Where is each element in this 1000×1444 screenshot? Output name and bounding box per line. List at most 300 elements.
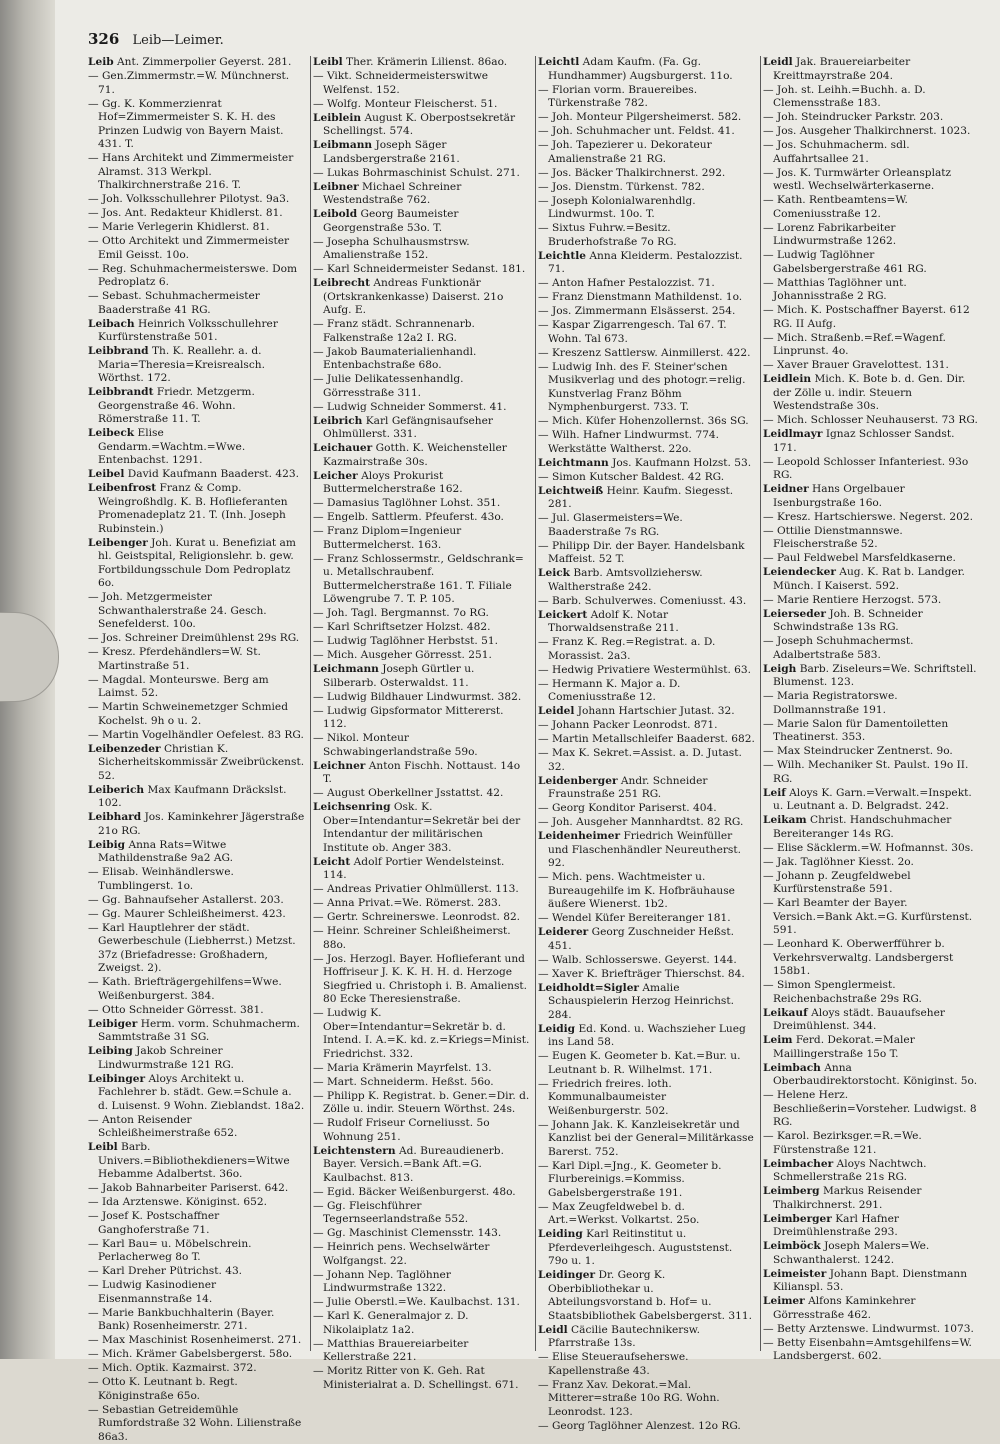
entry-details: — Ludwig Schneider Sommerst. 41. bbox=[313, 401, 507, 413]
entry-details: — Ludwig Bildhauer Lindwurmst. 382. bbox=[313, 691, 521, 703]
directory-entry bbox=[538, 609, 755, 636]
entry-surname: Leidl bbox=[763, 56, 793, 68]
directory-entry bbox=[538, 1351, 755, 1378]
entry-surname: Leimer bbox=[763, 1295, 805, 1307]
directory-entry bbox=[538, 1119, 755, 1160]
entry-details: — Karl Schneidermeister Sedanst. 181. bbox=[313, 263, 525, 275]
directory-entry bbox=[88, 591, 305, 632]
entry-surname: Leibig bbox=[88, 839, 125, 851]
entry-details: — Mich. Ausgeher Görresst. 251. bbox=[313, 649, 492, 661]
directory-entry bbox=[763, 745, 981, 759]
directory-entry bbox=[538, 968, 755, 982]
directory-entry bbox=[538, 664, 755, 678]
directory-entry bbox=[313, 181, 530, 208]
directory-entry bbox=[763, 1240, 981, 1267]
entry-details: — Wendel Küfer Bereiteranger 181. bbox=[538, 912, 731, 924]
directory-entry bbox=[88, 908, 305, 922]
directory-entry bbox=[538, 1324, 755, 1351]
directory-entry bbox=[763, 511, 981, 525]
directory-entry bbox=[88, 1045, 305, 1072]
directory-entry bbox=[763, 979, 981, 1006]
entry-details: — Hans Architekt und Zimmermeister Alramst. 313 Werkpl. Thalkirchnerstraße 216. T. bbox=[88, 152, 293, 191]
entry-details: — Max Steindrucker Zentnerst. 9o. bbox=[763, 745, 953, 757]
directory-entry bbox=[88, 468, 305, 482]
directory-entry bbox=[763, 167, 981, 194]
directory-entry bbox=[763, 1034, 981, 1061]
entry-details: — Joh. Metzgermeister Schwanthalerstraße 24. Gesch. Senefelderst. 10o. bbox=[88, 591, 267, 630]
entry-surname: Leim bbox=[763, 1034, 792, 1046]
entry-details: Georg Zuschneider Heßst. 451. bbox=[548, 926, 734, 952]
entry-surname: Leidl bbox=[538, 1324, 568, 1336]
directory-entry bbox=[763, 111, 981, 125]
entry-details: Aloys Prokurist Buttermelcherstraße 162. bbox=[323, 470, 463, 496]
directory-entry bbox=[313, 112, 530, 139]
entry-details: Andreas Funktionär (Ortskrankenkasse) Daiserst. 21o Aufg. E. bbox=[323, 277, 503, 316]
directory-entry bbox=[88, 193, 305, 207]
entry-details: Amalie Schauspielerin Herzog Heinrichst. 284. bbox=[548, 982, 734, 1021]
entry-details: Anna Rats=Witwe Mathildenstraße 9a2 AG. bbox=[98, 839, 233, 865]
entry-details: Anton Fischh. Nottaust. 14o T. bbox=[323, 760, 520, 786]
entry-details: — Ludwig Gipsformator Mittererst. 112. bbox=[313, 705, 504, 731]
directory-entry bbox=[88, 386, 305, 427]
directory-entry bbox=[88, 1376, 305, 1403]
directory-entry bbox=[313, 1145, 530, 1186]
entry-details: — Anton Reisender Schleißheimerstraße 652. bbox=[88, 1114, 237, 1140]
directory-entry bbox=[313, 1117, 530, 1144]
entry-details: — Franz Dienstmann Mathildenst. 1o. bbox=[538, 291, 742, 303]
entry-details: — Mich. Schlosser Neuhauserst. 73 RG. bbox=[763, 414, 978, 426]
entry-details: — Matthias Brauereiarbeiter Kellerstraße 221. bbox=[313, 1338, 468, 1364]
entry-details: — Franz K. Reg.=Registrat. a. D. Morassist. 2a3. bbox=[538, 636, 715, 662]
directory-entry bbox=[538, 195, 755, 222]
entry-surname: Leichtl bbox=[538, 56, 579, 68]
directory-entry bbox=[313, 1090, 530, 1117]
directory-entry bbox=[538, 361, 755, 415]
directory-entry bbox=[88, 1182, 305, 1196]
directory-entry bbox=[538, 167, 755, 181]
entry-details: Ed. Kond. u. Wachszieher Lueg ins Land 58. bbox=[548, 1023, 746, 1049]
directory-entry bbox=[763, 608, 981, 635]
directory-entry bbox=[313, 236, 530, 263]
entry-details: — Mich. pens. Wachtmeister u. Bureaugehilfe im K. Hofbräuhause äußere Wienerst. 1b2. bbox=[538, 871, 735, 910]
entry-details: — Jak. Taglöhner Kiesst. 2o. bbox=[763, 856, 914, 868]
directory-entry bbox=[88, 56, 305, 70]
entry-details: — Maria Registratorswe. Dollmannstraße 191. bbox=[763, 690, 898, 716]
entry-surname: Leibing bbox=[88, 1045, 133, 1057]
directory-entry bbox=[313, 883, 530, 897]
directory-entry bbox=[88, 70, 305, 97]
directory-entry bbox=[88, 1348, 305, 1362]
directory-entry bbox=[313, 732, 530, 759]
directory-entry bbox=[538, 457, 755, 471]
entry-details: — Xaver K. Briefträger Thierschst. 84. bbox=[538, 968, 745, 980]
entry-details: Karl Hafner Dreimühlenstraße 293. bbox=[773, 1213, 899, 1239]
entry-details: Aloys Nachtwch. Schmellerstraße 21s RG. bbox=[773, 1158, 927, 1184]
entry-details: — Jos. Bäcker Thalkirchnerst. 292. bbox=[538, 167, 725, 179]
entry-surname: Leichner bbox=[313, 760, 365, 772]
directory-entry bbox=[313, 70, 530, 97]
entry-details: — Johann p. Zeugfeldwebel Kurfürstenstraße 591. bbox=[763, 870, 911, 896]
entry-details: Franz & Comp. Weingroßhdlg. K. B. Hoflieferanten Promenadeplatz 21. T. (Inh. Joseph Rubinstein.) bbox=[98, 482, 288, 535]
entry-surname: Leiendecker bbox=[763, 566, 836, 578]
directory-entry bbox=[88, 894, 305, 908]
directory-entry bbox=[538, 1420, 755, 1434]
entry-details: — Karl Hauptlehrer der städt. Gewerbeschule (Liebherrst.) Metzst. 37z (Briefadresse: Großhadern, Zweigst. 2). bbox=[88, 922, 296, 975]
directory-entry bbox=[88, 98, 305, 152]
entry-surname: Leiblein bbox=[313, 112, 361, 124]
entry-details: — Julie Oberstl.=We. Kaulbachst. 131. bbox=[313, 1296, 520, 1308]
entry-details: — Leonhard K. Oberwerfführer b. Verkehrsverwaltg. Landsbergerst 158b1. bbox=[763, 938, 953, 977]
directory-entry bbox=[88, 1073, 305, 1114]
entry-surname: Leimeister bbox=[763, 1268, 826, 1280]
directory-entry bbox=[313, 318, 530, 345]
entry-details: — Helene Herz. Beschließerin=Vorsteher. Ludwigst. 8 RG. bbox=[763, 1089, 977, 1128]
directory-entry bbox=[538, 291, 755, 305]
entry-details: Aloys K. Garn.=Verwalt.=Inspekt. u. Leutnant a. D. Belgradst. 242. bbox=[773, 787, 972, 813]
entry-details: Joh. B. Schneider Schwindstraße 13s RG. bbox=[773, 608, 923, 634]
entry-details: — Karl Beamter der Bayer. Versich.=Bank Akt.=G. Kurfürstenst. 591. bbox=[763, 897, 972, 936]
directory-entry bbox=[88, 1018, 305, 1045]
entry-details: — Joh. Monteur Pilgersheimerst. 582. bbox=[538, 111, 741, 123]
directory-entry bbox=[763, 1062, 981, 1089]
entry-surname: Leick bbox=[538, 567, 570, 579]
entry-details: — Rudolf Friseur Corneliusst. 5o Wohnung 251. bbox=[313, 1117, 490, 1143]
directory-entry bbox=[313, 691, 530, 705]
entry-details: Anna Kleiderm. Pestalozzist. 71. bbox=[548, 250, 743, 276]
entry-surname: Leikam bbox=[763, 814, 807, 826]
directory-entry bbox=[763, 84, 981, 111]
entry-details: — Martin Vogelhändler Oefelest. 83 RG. bbox=[88, 729, 304, 741]
entry-details: — Kaspar Zigarrengesch. Tal 67. T. Wohn. Tal 673. bbox=[538, 319, 727, 345]
directory-entry bbox=[538, 56, 755, 83]
directory-entry bbox=[313, 442, 530, 469]
directory-entry bbox=[88, 318, 305, 345]
entry-details: — Marie Bankbuchhalterin (Bayer. Bank) Rosenheimerstr. 271. bbox=[88, 1307, 274, 1333]
entry-details: — Friedrich freires. loth. Kommunalbaumeister Weißenburgerstr. 502. bbox=[538, 1078, 672, 1117]
entry-surname: Leibold bbox=[313, 208, 357, 220]
directory-entry bbox=[538, 871, 755, 912]
directory-entry bbox=[313, 553, 530, 607]
entry-surname: Leichtweiß bbox=[538, 485, 603, 497]
page-number: 326 bbox=[88, 30, 119, 48]
entry-surname: Leichtmann bbox=[538, 457, 609, 469]
directory-entry bbox=[763, 814, 981, 841]
directory-entry bbox=[763, 1007, 981, 1034]
directory-entry bbox=[763, 1213, 981, 1240]
entry-details: — Kath. Briefträgergehilfens=Wwe. Weißenburgerst. 384. bbox=[88, 976, 282, 1002]
directory-entry bbox=[538, 747, 755, 774]
entry-details: Barb. Ziseleurs=We. Schriftstell. Blumenst. 123. bbox=[773, 663, 976, 689]
entry-details: Johann Bapt. Dienstmann Kilianspl. 53. bbox=[773, 1268, 967, 1294]
entry-details: Adam Kaufm. (Fa. Gg. Hundhammer) Augsburgerst. 11o. bbox=[548, 56, 733, 82]
directory-entry bbox=[763, 194, 981, 221]
entry-details: Ther. Krämerin Lilienst. 86ao. bbox=[346, 56, 507, 68]
directory-entry bbox=[538, 319, 755, 346]
entry-surname: Leibach bbox=[88, 318, 135, 330]
directory-entry bbox=[88, 1279, 305, 1306]
entry-surname: Leimbach bbox=[763, 1062, 821, 1074]
directory-entry bbox=[538, 567, 755, 594]
entry-details: — Hedwig Privatiere Westermühlst. 63. bbox=[538, 664, 751, 676]
entry-details: — Damasius Taglöhner Lohst. 351. bbox=[313, 497, 500, 509]
directory-entry bbox=[763, 938, 981, 979]
directory-entry bbox=[313, 98, 530, 112]
column-2 bbox=[311, 56, 536, 1351]
entry-details: — Sebast. Schuhmachermeister Baaderstraße 41 RG. bbox=[88, 290, 260, 316]
entry-surname: Leibenzeder bbox=[88, 743, 161, 755]
column-1 bbox=[86, 56, 311, 1351]
entry-details: — Jos. Zimmermann Elsässerst. 254. bbox=[538, 305, 735, 317]
directory-entry bbox=[88, 345, 305, 386]
entry-details: — Franz Xav. Dekorat.=Mal. Mitterer=straße 10o RG. Wohn. Leonrodst. 123. bbox=[538, 1379, 720, 1418]
entry-details: — Joh. Ausgeher Mannhardtst. 82 RG. bbox=[538, 816, 743, 828]
directory-entry bbox=[313, 373, 530, 400]
entry-details: — Wolfg. Monteur Fleischerst. 51. bbox=[313, 98, 497, 110]
page-header bbox=[88, 30, 968, 52]
entry-surname: Leidlmayr bbox=[763, 428, 822, 440]
entry-details: — Xaver Brauer Gravelottest. 131. bbox=[763, 359, 949, 371]
entry-surname: Leiderer bbox=[538, 926, 588, 938]
directory-entry bbox=[88, 1114, 305, 1141]
entry-details: — August Oberkellner Jsstattst. 42. bbox=[313, 787, 503, 799]
directory-entry bbox=[88, 1238, 305, 1265]
directory-entry bbox=[763, 1089, 981, 1130]
entry-surname: Leimbacher bbox=[763, 1158, 833, 1170]
entry-details: — Simon Kutscher Baldest. 42 RG. bbox=[538, 471, 724, 483]
entry-details: Karl Gefängnisaufseher Ohlmüllerst. 331. bbox=[323, 415, 493, 441]
entry-details: — Heinr. Schreiner Schleißheimerst. 88o. bbox=[313, 925, 511, 951]
entry-details: — Karl Schriftsetzer Holzst. 482. bbox=[313, 621, 491, 633]
directory-entry bbox=[538, 1078, 755, 1119]
entry-details: — Jos. Schreiner Dreimühlenst 29s RG. bbox=[88, 632, 299, 644]
entry-details: — Sebastian Getreidemühle Rumfordstraße 32 Wohn. Lilienstraße 86a3. bbox=[88, 1404, 301, 1443]
directory-entry bbox=[313, 663, 530, 690]
entry-details: — Elisab. Weinhändlerswe. Tumblingerst. 1o. bbox=[88, 866, 234, 892]
directory-entry bbox=[88, 221, 305, 235]
entry-surname: Leif bbox=[763, 787, 786, 799]
directory-entry bbox=[538, 926, 755, 953]
directory-entry bbox=[538, 540, 755, 567]
directory-entry bbox=[313, 1062, 530, 1076]
entry-surname: Leicher bbox=[313, 470, 358, 482]
directory-entry bbox=[313, 139, 530, 166]
directory-entry bbox=[313, 525, 530, 552]
directory-entry bbox=[313, 263, 530, 277]
entry-surname: Leidig bbox=[538, 1023, 575, 1035]
entry-surname: Leibenfrost bbox=[88, 482, 156, 494]
directory-entry bbox=[88, 1210, 305, 1237]
entry-details: — Joh. Tagl. Bergmannst. 7o RG. bbox=[313, 607, 489, 619]
directory-entry bbox=[763, 304, 981, 331]
entry-details: Gotth. K. Weichensteller Kazmairstraße 30s. bbox=[323, 442, 507, 468]
entry-details: — Engelb. Sattlerm. Pfeuferst. 43o. bbox=[313, 511, 504, 523]
entry-details: — Mich. Optik. Kazmairst. 372. bbox=[88, 1362, 257, 1374]
entry-details: — Andreas Privatier Ohlmüllerst. 113. bbox=[313, 883, 519, 895]
entry-details: Karl Reitinstitut u. Pferdeverleihgesch. Auguststenst. 79o u. 1. bbox=[548, 1228, 732, 1267]
entry-details: — Gg. Bahnaufseher Astallerst. 203. bbox=[88, 894, 284, 906]
entry-details: — Gg. Maurer Schleißheimerst. 423. bbox=[88, 908, 286, 920]
directory-entry bbox=[88, 1004, 305, 1018]
entry-details: — Marie Salon für Damentoiletten Theatinerst. 353. bbox=[763, 718, 948, 744]
entry-details: — Maria Krämerin Mayrfelst. 13. bbox=[313, 1062, 492, 1074]
directory-entry bbox=[538, 512, 755, 539]
entry-surname: Leibbrandt bbox=[88, 386, 153, 398]
directory-entry bbox=[538, 1201, 755, 1228]
entry-details: — Jos. K. Turmwärter Orleansplatz westl. Wechselwärterkaserne. bbox=[763, 167, 951, 193]
directory-entry bbox=[313, 705, 530, 732]
directory-entry bbox=[763, 552, 981, 566]
directory-entry bbox=[538, 1269, 755, 1323]
directory-entry bbox=[538, 111, 755, 125]
directory-entry bbox=[88, 1265, 305, 1279]
entry-details: Ant. Zimmerpolier Geyerst. 281. bbox=[117, 56, 291, 68]
directory-entry bbox=[763, 594, 981, 608]
directory-entry bbox=[313, 470, 530, 497]
entry-surname: Leimböck bbox=[763, 1240, 821, 1252]
directory-entry bbox=[538, 1023, 755, 1050]
entry-details: — Georg Konditor Pariserst. 404. bbox=[538, 802, 717, 814]
entry-details: — Ida Arztenswe. Königinst. 652. bbox=[88, 1196, 267, 1208]
entry-details: — Ludwig K. Ober=Intendantur=Sekretär b. d. Intend. I. A.=K. kd. z.=Kriegs=Minist. Friedrichst. 332. bbox=[313, 1007, 529, 1060]
entry-surname: Leibbrand bbox=[88, 345, 149, 357]
entry-details: — Johann Packer Leonrodst. 871. bbox=[538, 719, 718, 731]
entry-details: Christ. Handschuhmacher Bereiteranger 14s RG. bbox=[773, 814, 951, 840]
entry-details: — Karl Bau= u. Möbelschrein. Perlacherweg 8o T. bbox=[88, 1238, 252, 1264]
entry-details: Anna Oberbaudirektorstocht. Königinst. 5o. bbox=[773, 1062, 977, 1088]
directory-entry bbox=[313, 621, 530, 635]
directory-entry bbox=[763, 456, 981, 483]
entry-details: Barb. Amtsvollziehersw. Waltherstraße 242. bbox=[548, 567, 703, 593]
directory-entry bbox=[313, 760, 530, 787]
entry-details: Georg Baumeister Georgenstraße 53o. T. bbox=[323, 208, 458, 234]
directory-entry bbox=[313, 649, 530, 663]
entry-surname: Leibl bbox=[88, 1141, 118, 1153]
entry-surname: Leibhard bbox=[88, 811, 141, 823]
directory-entry bbox=[88, 1307, 305, 1334]
entry-details: — Martin Metallschleifer Baaderst. 682. bbox=[538, 733, 755, 745]
directory-entry bbox=[763, 718, 981, 745]
entry-details: Ad. Bureaudienerb. Bayer. Versich.=Bank Aft.=G. Kaulbachst. 813. bbox=[323, 1145, 504, 1184]
directory-entry bbox=[538, 415, 755, 429]
entry-details: — Magdal. Monteurswe. Berg am Laimst. 52. bbox=[88, 674, 269, 700]
directory-entry bbox=[88, 839, 305, 866]
directory-entry bbox=[88, 1404, 305, 1444]
entry-details: Johann Hartschier Jutast. 32. bbox=[578, 705, 735, 717]
entry-surname: Leidel bbox=[538, 705, 574, 717]
directory-entry bbox=[538, 181, 755, 195]
directory-entry bbox=[538, 277, 755, 291]
directory-entry bbox=[763, 1295, 981, 1322]
entry-surname: Leibinger bbox=[88, 1073, 145, 1085]
directory-entry bbox=[763, 428, 981, 455]
entry-details: Jakob Schreiner Lindwurmstraße 121 RG. bbox=[98, 1045, 234, 1071]
entry-details: — Gg. Maschinist Clemensstr. 143. bbox=[313, 1227, 501, 1239]
entry-details: — Barb. Schulverwes. Comeniusst. 43. bbox=[538, 595, 746, 607]
entry-details: — Mich. K. Postschaffner Bayerst. 612 RG. II Aufg. bbox=[763, 304, 970, 330]
directory-entry bbox=[88, 646, 305, 673]
entry-details: — Vikt. Schneidermeisterswitwe Welfenst. 152. bbox=[313, 70, 488, 96]
entry-surname: Leiding bbox=[538, 1228, 583, 1240]
directory-entry bbox=[313, 1186, 530, 1200]
directory-entry bbox=[313, 511, 530, 525]
directory-entry bbox=[88, 207, 305, 221]
entry-details: — Kresz. Pferdehändlers=W. St. Martinstraße 51. bbox=[88, 646, 261, 672]
directory-entry bbox=[538, 678, 755, 705]
directory-entry bbox=[88, 1334, 305, 1348]
entry-details: — Gen.Zimmermstr.=W. Münchnerst. 71. bbox=[88, 70, 289, 96]
directory-entry bbox=[763, 1158, 981, 1185]
entry-surname: Leibiger bbox=[88, 1018, 137, 1030]
directory-entry bbox=[88, 674, 305, 701]
directory-entry bbox=[538, 830, 755, 871]
directory-entry bbox=[313, 208, 530, 235]
entry-details: Andr. Schneider Fraunstraße 251 RG. bbox=[548, 775, 707, 801]
entry-details: Joh. Kurat u. Benefiziat am hl. Geistspital, Religionslehr. b. gew. Fortbildungsschule Dom Pedroplatz 6o. bbox=[98, 537, 296, 590]
entry-details: — Joh. Tapezierer u. Dekorateur Amalienstraße 21 RG. bbox=[538, 139, 712, 165]
directory-entry bbox=[538, 471, 755, 485]
directory-entry bbox=[88, 427, 305, 468]
directory-entry bbox=[313, 801, 530, 855]
entry-details: Osk. K. Ober=Intendantur=Sekretär bei der Intendantur der militärischen Institute ob. Anger 383. bbox=[323, 801, 520, 854]
directory-entry bbox=[763, 359, 981, 373]
entry-details: — Egid. Bäcker Weißenburgerst. 48o. bbox=[313, 1186, 516, 1198]
directory-entry bbox=[313, 167, 530, 181]
directory-entry bbox=[763, 1323, 981, 1337]
directory-entry bbox=[88, 632, 305, 646]
directory-entry bbox=[313, 56, 530, 70]
entry-details: Dr. Georg K. Oberbibliothekar u. Abteilungsvorstand b. Hof= u. Staatsbibliothek Gabelsbergerst. 311. bbox=[548, 1269, 752, 1322]
column-3 bbox=[536, 56, 761, 1351]
entry-details: — Marie Verlegerin Khidlerst. 81. bbox=[88, 221, 269, 233]
directory-entry bbox=[538, 347, 755, 361]
entry-details: — Max Maschinist Rosenheimerst. 271. bbox=[88, 1334, 301, 1346]
entry-details: — Elise Steueraufseherswe. Kapellenstraße 43. bbox=[538, 1351, 689, 1377]
directory-entry bbox=[88, 290, 305, 317]
entry-surname: Leibmann bbox=[313, 139, 372, 151]
entry-details: David Kaufmann Baaderst. 423. bbox=[128, 468, 299, 480]
directory-entry bbox=[313, 277, 530, 318]
entry-details: Joseph Säger Landsbergerstraße 2161. bbox=[323, 139, 460, 165]
entry-details: Herm. vorm. Schuhmacherm. Sammtstraße 31 SG. bbox=[98, 1018, 300, 1044]
entry-details: — Heinrich pens. Wechselwärter Wolfgangst. 22. bbox=[313, 1241, 489, 1267]
entry-details: Hans Orgelbauer Isenburgstraße 16o. bbox=[773, 483, 905, 509]
directory-entry bbox=[763, 787, 981, 814]
directory-entry bbox=[313, 1310, 530, 1337]
directory-entry bbox=[88, 922, 305, 976]
entry-surname: Leimberg bbox=[763, 1185, 820, 1197]
directory-entry bbox=[538, 250, 755, 277]
entry-details: — Jos. Ant. Redakteur Khidlerst. 81. bbox=[88, 207, 283, 219]
entry-details: — Kresz. Hartschierswe. Negerst. 202. bbox=[763, 511, 973, 523]
directory-entry bbox=[763, 663, 981, 690]
directory-entry bbox=[538, 912, 755, 926]
entry-details: — Lukas Bohrmaschinist Schulst. 271. bbox=[313, 167, 520, 179]
directory-entry bbox=[538, 636, 755, 663]
entry-details: — Jos. Ausgeher Thalkirchnerst. 1023. bbox=[763, 125, 970, 137]
entry-surname: Leimberger bbox=[763, 1213, 832, 1225]
entry-details: Cäcilie Bautechnikersw. Pfarrstraße 13s. bbox=[548, 1324, 700, 1350]
entry-details: Ferd. Dekorat.=Maler Maillingerstraße 15o T. bbox=[773, 1034, 915, 1060]
directory-entry bbox=[763, 332, 981, 359]
directory-entry bbox=[763, 277, 981, 304]
directory-entry bbox=[763, 1337, 981, 1364]
directory-entry bbox=[313, 1365, 530, 1392]
entry-surname: Leidlein bbox=[763, 373, 811, 385]
entry-details: — Jul. Glasermeisters=We. Baaderstraße 7s RG. bbox=[538, 512, 683, 538]
directory-entry bbox=[763, 139, 981, 166]
entry-details: — Mich. Küfer Hohenzollernst. 36s SG. bbox=[538, 415, 749, 427]
entry-details: Friedrich Weinfüller und Flaschenhändler Neureutherst. 92. bbox=[548, 830, 741, 869]
